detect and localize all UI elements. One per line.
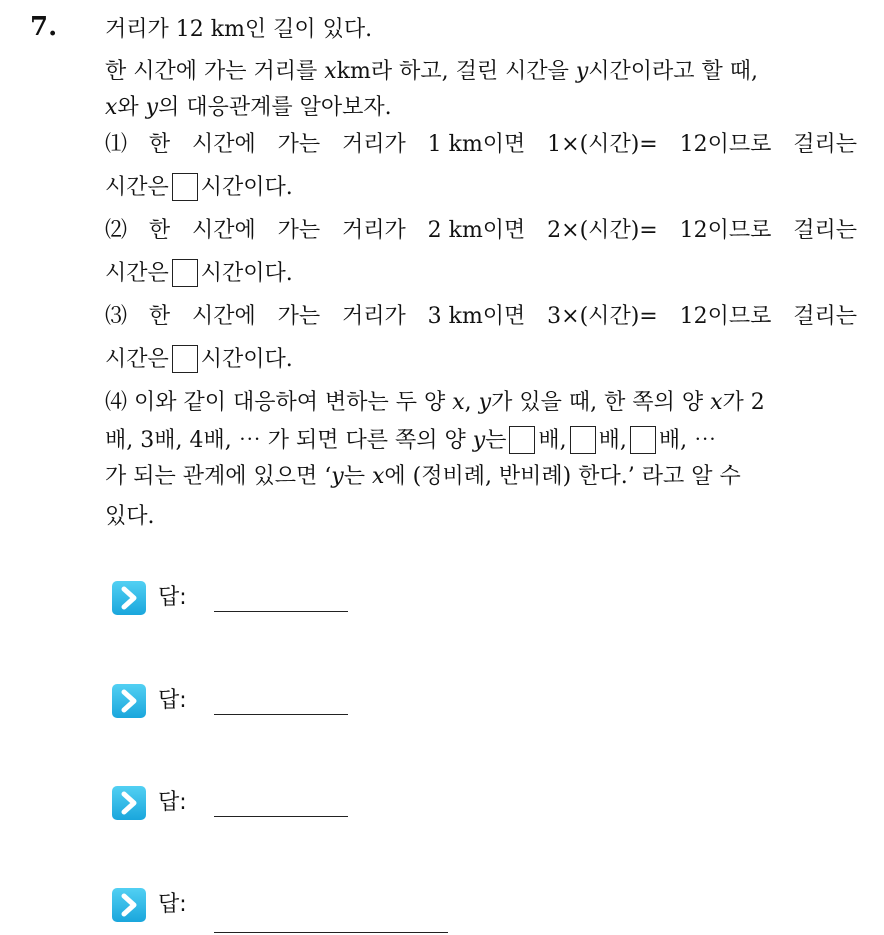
answer-blank-line[interactable] xyxy=(214,932,448,933)
problem-text: 거리가 12 km인 길이 있다. xyxy=(105,17,373,42)
part-text: 시간이다. xyxy=(200,175,293,200)
part-text: 에 (정비례, 반비례) 한다.’ 라고 알 수 xyxy=(384,464,741,489)
var-y: y xyxy=(575,59,589,84)
part-word: 한 xyxy=(148,304,171,329)
part-3-continuation xyxy=(105,345,293,375)
part-number: ⑵ xyxy=(105,218,128,243)
part-1-line xyxy=(105,130,857,160)
part-word: 거리가 xyxy=(342,132,406,157)
part-text: 시간이다. xyxy=(200,261,293,286)
part-word: 시간에 xyxy=(192,304,256,329)
part-text: 는 xyxy=(485,428,507,453)
problem-text: 의 대응관계를 알아보자. xyxy=(158,95,392,120)
part-word: 3 km이면 xyxy=(427,304,526,329)
part-2-continuation xyxy=(105,259,293,289)
var-x: x xyxy=(105,95,118,120)
part-text: ⑷ 이와 같이 대응하여 변하는 두 양 xyxy=(105,390,453,415)
part-word: 가는 xyxy=(277,218,321,243)
part-word: 걸리는 xyxy=(793,218,857,243)
part-text: 가 되는 관계에 있으면 ‘ xyxy=(105,464,332,489)
chevron-right-icon xyxy=(112,581,146,615)
var-x: x xyxy=(324,59,337,84)
problem-line-2 xyxy=(105,57,758,87)
part-4-line-1 xyxy=(105,388,765,418)
part-4-line-2 xyxy=(105,426,716,456)
answer-label: 답: xyxy=(158,892,187,917)
var-x: x xyxy=(452,390,465,415)
part-word: 거리가 xyxy=(342,304,406,329)
part-word: 가는 xyxy=(277,132,321,157)
part-text: 시간이다. xyxy=(200,347,293,372)
part-text: 배, ⋯ xyxy=(658,428,717,453)
part-word: 12이므로 xyxy=(679,218,772,243)
part-text: 가 2 xyxy=(722,390,765,415)
answer-label: 답: xyxy=(158,585,187,610)
problem-line-1 xyxy=(105,15,372,45)
var-x: x xyxy=(710,390,723,415)
problem-text: 한 시간에 가는 거리를 xyxy=(105,59,325,84)
part-3-line xyxy=(105,302,857,332)
part-4-line-3 xyxy=(105,462,741,492)
part-text: 가 있을 때, 한 쪽의 양 xyxy=(491,390,711,415)
part-text: 있다. xyxy=(105,504,155,529)
var-y: y xyxy=(478,390,492,415)
part-word: 12이므로 xyxy=(679,304,772,329)
part-text: 시간은 xyxy=(105,261,169,286)
part-word: 2×(시간)= xyxy=(547,218,658,243)
answer-box[interactable] xyxy=(570,426,596,454)
answer-blank-line[interactable] xyxy=(214,611,348,612)
part-text: , xyxy=(464,390,479,415)
part-text: 시간은 xyxy=(105,175,169,200)
part-word: 2 km이면 xyxy=(427,218,526,243)
part-text: 배, xyxy=(598,428,627,453)
part-word: 시간에 xyxy=(192,218,256,243)
answer-label: 답: xyxy=(158,688,187,713)
part-word: 1 km이면 xyxy=(427,132,526,157)
part-word: 걸리는 xyxy=(793,304,857,329)
part-4-line-4 xyxy=(105,502,155,532)
var-y: y xyxy=(472,428,486,453)
var-y: y xyxy=(331,464,344,489)
answer-box[interactable] xyxy=(172,259,198,287)
answer-box[interactable] xyxy=(630,426,656,454)
chevron-right-icon xyxy=(112,786,146,820)
part-word: 한 xyxy=(148,132,171,157)
part-text: 시간은 xyxy=(105,347,169,372)
problem-text: 와 xyxy=(117,95,146,120)
part-word: 한 xyxy=(148,218,171,243)
part-word: 시간에 xyxy=(192,132,256,157)
part-number: ⑴ xyxy=(105,132,128,157)
part-number: ⑶ xyxy=(105,304,128,329)
var-x: x xyxy=(371,464,385,489)
answer-box[interactable] xyxy=(172,345,198,373)
answer-label: 답: xyxy=(158,790,187,815)
answer-blank-line[interactable] xyxy=(214,714,348,715)
part-2-line xyxy=(105,216,857,246)
part-word: 3×(시간)= xyxy=(547,304,658,329)
chevron-right-icon xyxy=(112,888,146,922)
chevron-right-icon xyxy=(112,684,146,718)
part-word: 거리가 xyxy=(342,218,406,243)
question-number: 7. xyxy=(30,12,58,42)
part-word: 가는 xyxy=(277,304,321,329)
answer-blank-line[interactable] xyxy=(214,816,348,817)
part-word: 12이므로 xyxy=(679,132,772,157)
part-text: 배, xyxy=(538,428,567,453)
var-y: y xyxy=(145,95,159,120)
part-text: 는 xyxy=(343,464,372,489)
answer-box[interactable] xyxy=(172,173,198,201)
part-word: 걸리는 xyxy=(793,132,857,157)
answer-box[interactable] xyxy=(509,426,535,454)
part-1-continuation xyxy=(105,173,293,203)
part-text: 배, 3배, 4배, ⋯ 가 되면 다른 쪽의 양 xyxy=(105,428,473,453)
part-word: 1×(시간)= xyxy=(547,132,658,157)
problem-line-3 xyxy=(105,93,392,123)
problem-text: 시간이라고 할 때, xyxy=(588,59,759,84)
problem-text: km라 하고, 걸린 시간을 xyxy=(336,59,576,84)
